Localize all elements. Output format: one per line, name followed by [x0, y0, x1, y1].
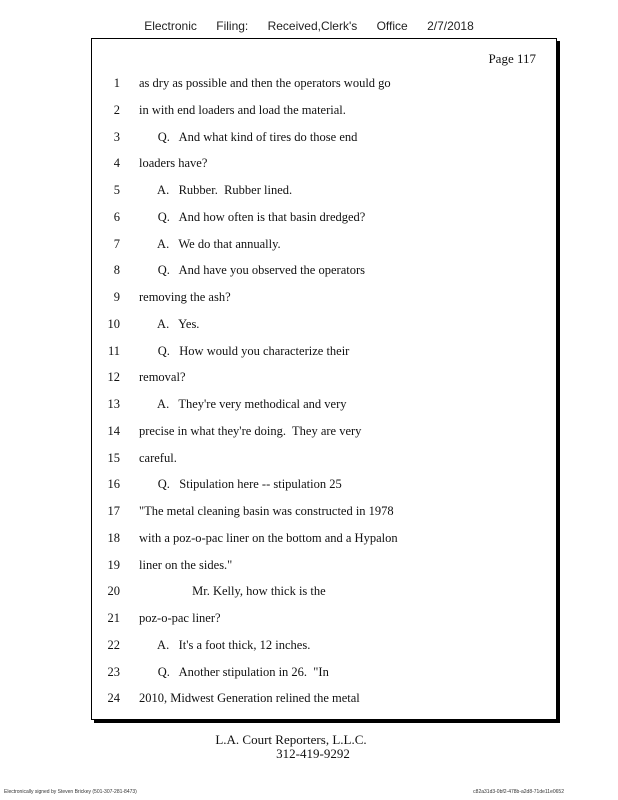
filing-header-part: Electronic [144, 19, 197, 33]
line-number: 6 [113, 209, 120, 224]
line-number: 1 [113, 76, 120, 90]
line-text: Q. And how often is that basin dredged? [139, 209, 366, 224]
line-text: A. Yes. [139, 316, 200, 331]
document-hash: c82a31d3-0bf2-478b-a2d8-71de11e0652 [473, 789, 564, 795]
reporter-phone: 312-419-9292 [276, 746, 350, 761]
line-text: poz-o-pac liner? [139, 611, 221, 625]
transcript-line [92, 501, 556, 521]
reporter-company: L.A. Court Reporters, L.L.C. [215, 732, 367, 747]
line-number: 22 [107, 637, 120, 652]
line-number: 13 [107, 397, 120, 411]
transcript-line [92, 287, 556, 307]
line-number: 24 [107, 691, 120, 706]
line-number: 7 [113, 236, 120, 251]
line-text: liner on the sides." [139, 557, 233, 572]
transcript-line [92, 153, 556, 173]
line-text: A. We do that annually. [139, 236, 281, 251]
transcript-line [92, 448, 556, 468]
line-number: 10 [107, 316, 120, 331]
transcript-line [92, 180, 556, 200]
transcript-line [92, 528, 556, 548]
transcript-line [92, 207, 556, 227]
transcript-line [92, 581, 556, 601]
line-number: 14 [107, 423, 120, 438]
filing-header-part: 2/7/2018 [427, 19, 474, 33]
line-number: 18 [107, 530, 120, 545]
line-number: 23 [107, 664, 120, 679]
filing-header [0, 19, 618, 33]
transcript-line [92, 367, 556, 387]
line-text: Q. And have you observed the operators [139, 263, 365, 278]
transcript-line [92, 608, 556, 628]
line-number: 3 [113, 129, 120, 144]
line-text: removal? [139, 370, 186, 385]
line-text: Q. And what kind of tires do those end [139, 129, 358, 144]
line-text: "The metal cleaning basin was constructed in 1978 [139, 504, 394, 518]
line-number: 20 [107, 584, 120, 599]
filing-header-part: Received,Clerk's [267, 19, 358, 33]
line-number: 2 [113, 102, 120, 117]
filing-header-part: Filing: [216, 19, 249, 33]
line-number: 17 [107, 504, 120, 518]
transcript-line [92, 260, 556, 280]
transcript-line [92, 662, 556, 682]
line-number: 5 [113, 183, 120, 197]
line-number: 21 [107, 611, 120, 625]
filing-header-part: Office [376, 19, 408, 33]
line-text: in with end loaders and load the material. [139, 102, 346, 117]
transcript-line [92, 421, 556, 441]
transcript-line [92, 555, 556, 575]
line-text: Q. How would you characterize their [139, 343, 350, 358]
line-text: Q. Stipulation here -- stipulation 25 [139, 477, 342, 492]
signature-note: Electronically signed by Steven Brickey (501-307-281-8473) [4, 789, 137, 795]
line-number: 8 [113, 263, 120, 278]
transcript-line [92, 688, 556, 708]
page-number: Page 117 [488, 51, 536, 66]
transcript-line [92, 73, 556, 93]
transcript-line [92, 100, 556, 120]
line-number: 11 [107, 343, 120, 358]
line-number: 19 [107, 557, 120, 572]
line-text: Mr. Kelly, how thick is the [139, 584, 326, 599]
line-number: 16 [107, 477, 120, 492]
line-text: Q. Another stipulation in 26. "In [139, 664, 329, 679]
line-text: 2010, Midwest Generation relined the metal [139, 691, 360, 706]
transcript-line [92, 394, 556, 414]
transcript-line [92, 127, 556, 147]
transcript-page [91, 38, 557, 720]
line-text: as dry as possible and then the operators would go [139, 76, 391, 90]
line-text: A. Rubber. Rubber lined. [139, 183, 293, 197]
line-text: removing the ash? [139, 290, 231, 304]
transcript-line [92, 474, 556, 494]
line-text: A. They're very methodical and very [139, 397, 347, 411]
line-text: A. It's a foot thick, 12 inches. [139, 637, 311, 652]
line-text: precise in what they're doing. They are very [139, 423, 362, 438]
transcript-line [92, 314, 556, 334]
line-text: careful. [139, 450, 177, 465]
line-text: loaders have? [139, 156, 208, 171]
line-number: 12 [107, 370, 120, 385]
line-number: 15 [107, 450, 120, 465]
transcript-line [92, 635, 556, 655]
line-text: with a poz-o-pac liner on the bottom and a Hypalon [139, 530, 398, 545]
transcript-line [92, 341, 556, 361]
line-number: 9 [113, 290, 120, 304]
line-number: 4 [113, 156, 120, 171]
transcript-line [92, 234, 556, 254]
